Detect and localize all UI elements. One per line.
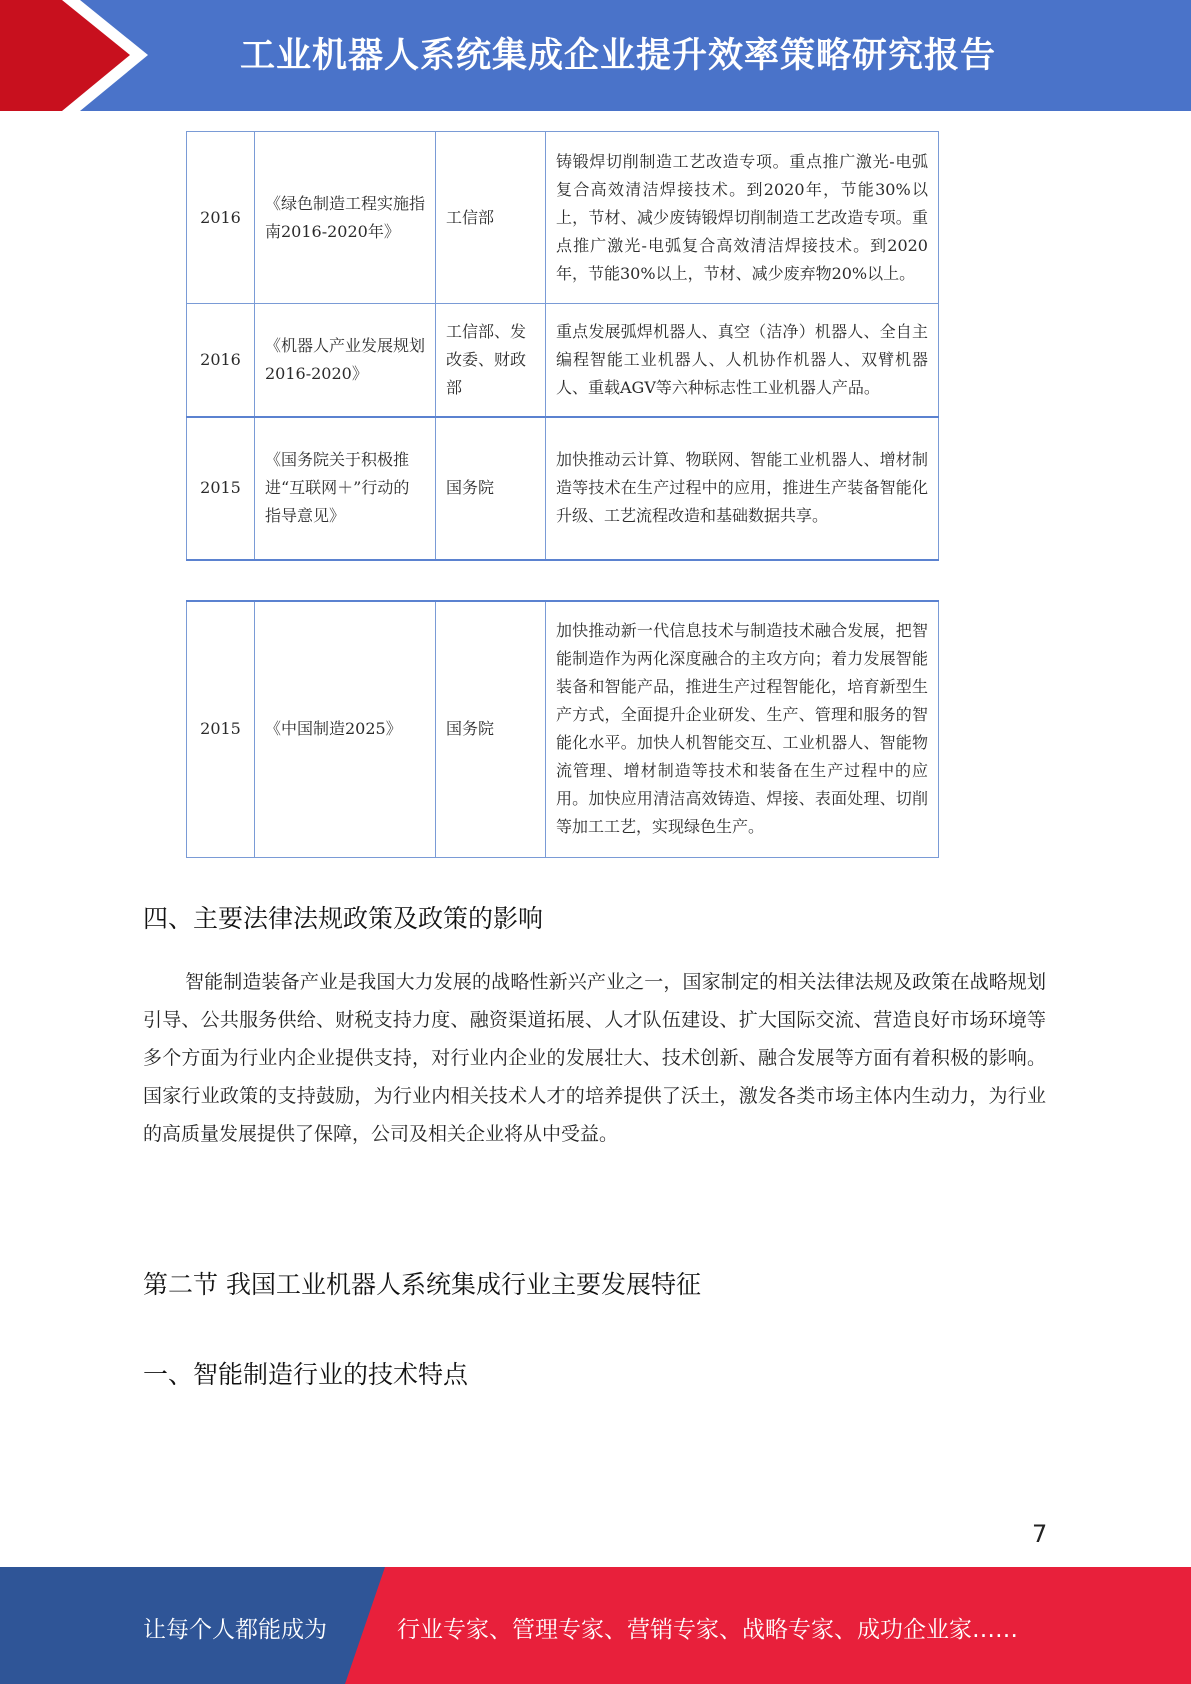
department-cell: 工信部、发改委、财政部 — [436, 304, 546, 417]
department-cell: 国务院 — [436, 601, 546, 857]
year-cell: 2015 — [187, 601, 255, 857]
table-row — [187, 601, 939, 857]
policy-name-cell: 《绿色制造工程实施指南2016-2020年》 — [255, 132, 436, 304]
policy-name-cell: 《中国制造2025》 — [255, 601, 436, 857]
table-row — [187, 132, 939, 304]
footer-slogan-right: 行业专家、管理专家、营销专家、战略专家、成功企业家…… — [397, 1617, 1018, 1643]
policy-name-cell: 《国务院关于积极推进“互联网＋”行动的指导意见》 — [255, 417, 436, 560]
section-heading-laws-policies: 四、主要法律法规政策及政策的影响 — [143, 904, 544, 933]
policy-table-2 — [186, 600, 939, 858]
department-cell: 国务院 — [436, 417, 546, 560]
report-title: 工业机器人系统集成企业提升效率策略研究报告 — [240, 36, 997, 76]
year-cell: 2015 — [187, 417, 255, 560]
table-row — [187, 417, 939, 560]
policy-content-cell: 重点发展弧焊机器人、真空（洁净）机器人、全自主编程智能工业机器人、人机协作机器人、双臂机器人、重载AGV等六种标志性工业机器人产品。 — [546, 304, 939, 417]
chapter-section-heading: 第二节 我国工业机器人系统集成行业主要发展特征 — [143, 1270, 701, 1299]
department-cell: 工信部 — [436, 132, 546, 304]
subsection-heading: 一、智能制造行业的技术特点 — [143, 1360, 469, 1389]
table-row — [187, 304, 939, 417]
header-banner — [0, 0, 1191, 111]
policy-content-cell: 铸锻焊切削制造工艺改造专项。重点推广激光-电弧复合高效清洁焊接技术。到2020年，节能30%以上，节材、减少废铸锻焊切削制造工艺改造专项。重点推广激光-电弧复合高效清洁焊接技术。到2020年，节能30%以上，节材、减少废弃物20%以上。 — [546, 132, 939, 304]
policy-table-1 — [186, 131, 939, 561]
year-cell: 2016 — [187, 132, 255, 304]
policy-name-cell: 《机器人产业发展规划2016-2020》 — [255, 304, 436, 417]
policy-content-cell: 加快推动新一代信息技术与制造技术融合发展，把智能制造作为两化深度融合的主攻方向；着力发展智能装备和智能产品，推进生产过程智能化，培育新型生产方式，全面提升企业研发、生产、管理和服务的智能化水平。加快人机智能交互、工业机器人、智能物流管理、增材制造等技术和装备在生产过程中的应用。加快应用清洁高效铸造、焊接、表面处理、切削等加工工艺，实现绿色生产。 — [546, 601, 939, 857]
page-number: 7 — [1032, 1520, 1048, 1548]
year-cell: 2016 — [187, 304, 255, 417]
body-paragraph: 智能制造装备产业是我国大力发展的战略性新兴产业之一，国家制定的相关法律法规及政策在战略规划引导、公共服务供给、财税支持力度、融资渠道拓展、人才队伍建设、扩大国际交流、营造良好市场环境等多个方面为行业内企业提供支持，对行业内企业的发展壮大、技术创新、融合发展等方面有着积极的影响。国家行业政策的支持鼓励，为行业内相关技术人才的培养提供了沃土，激发各类市场主体内生动力，为行业的高质量发展提供了保障，公司及相关企业将从中受益。 — [143, 971, 1046, 1145]
policy-content-cell: 加快推动云计算、物联网、智能工业机器人、增材制造等技术在生产过程中的应用，推进生产装备智能化升级、工艺流程改造和基础数据共享。 — [546, 417, 939, 560]
footer-banner — [0, 1567, 1191, 1684]
footer-slogan-left: 让每个人都能成为 — [143, 1617, 327, 1643]
